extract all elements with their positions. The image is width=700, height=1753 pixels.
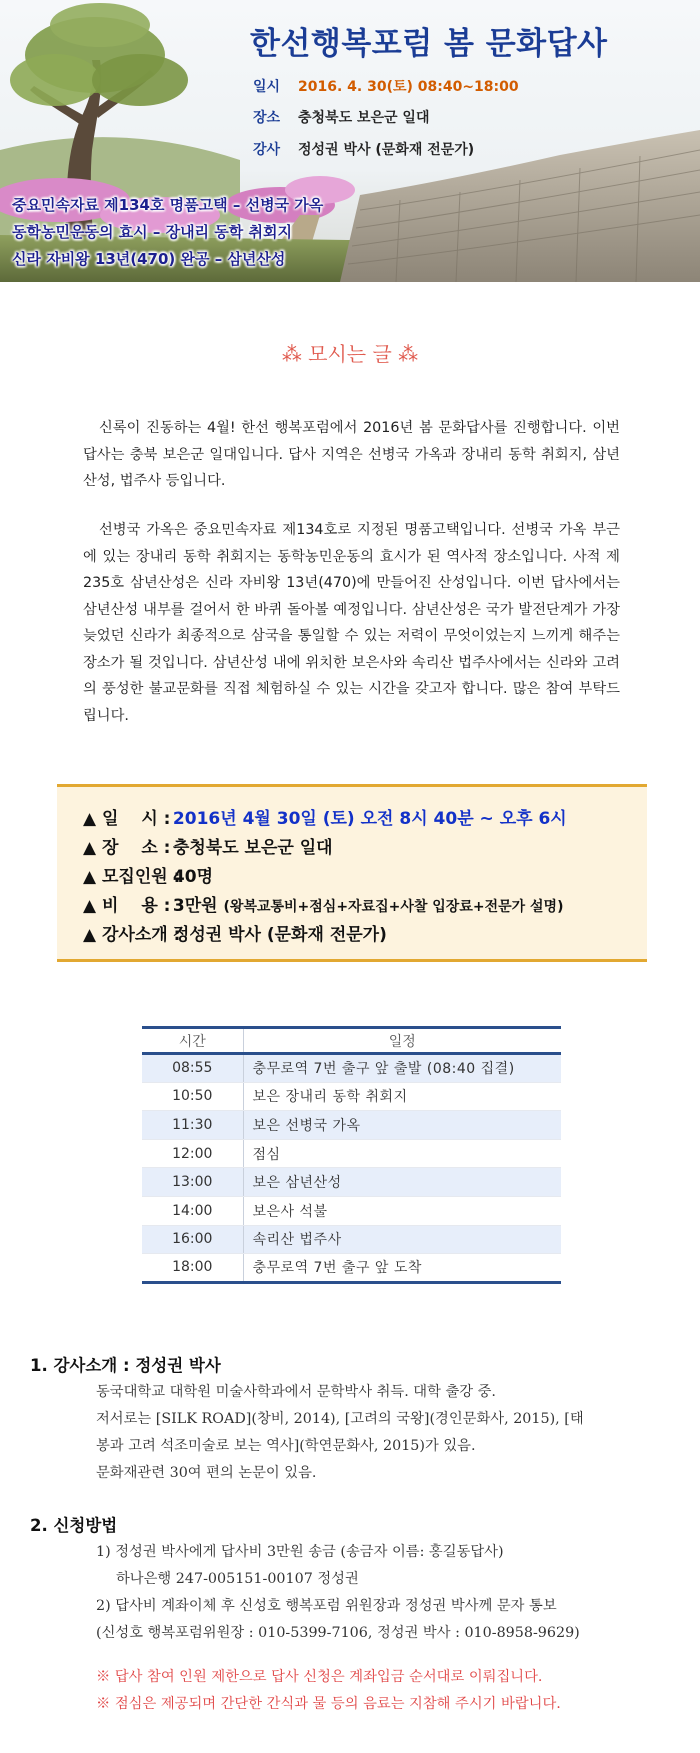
summary-date-value: 2016년 4월 30일 (토) 오전 8시 40분 ~ 오후 6시: [172, 809, 567, 829]
summary-lecturer-value: 정성권 박사 (문화재 전문가): [172, 925, 387, 945]
summary-row-capacity: [83, 862, 213, 887]
table-row: [142, 1168, 561, 1197]
schedule-item: 점심: [243, 1139, 561, 1168]
invitation-paragraph-1: 신록이 진동하는 4월! 한선 행복포럼에서 2016년 봄 문화답사를 진행합니다. 이번 답사는 충북 보은군 일대입니다. 답사 지역은 선병국 가옥과 장내리 동학 취회지, 삼년산성, 법주사 등입니다.: [83, 420, 620, 489]
info-row-lecturer: [253, 139, 474, 159]
schedule-time: 18:00: [142, 1254, 243, 1283]
summary-cost-detail: (왕복교통비+점심+자료집+사찰 입장료+전문가 설명): [223, 899, 564, 915]
info-place-label: 장소: [253, 110, 281, 126]
banner-caption-3: 신라 자비왕 13년(470) 완공 – 삼년산성: [12, 250, 286, 268]
schedule-time: 12:00: [142, 1139, 243, 1168]
summary-lecturer-label: ▲ 강사소개 :: [83, 925, 181, 945]
apply-line-4: (신성호 행복포럼위원장 : 010-5399-7106, 정성권 박사 : 010-8958-9629): [96, 1625, 580, 1641]
summary-capacity-value: 40명: [172, 867, 214, 887]
info-place-value: 충청북도 보은군 일대: [298, 110, 430, 126]
schedule-item: 보은 선병국 가옥: [243, 1111, 561, 1140]
notice-line-2: ※ 점심은 제공되며 간단한 간식과 물 등의 음료는 지참해 주시기 바랍니다.: [96, 1696, 561, 1712]
schedule-item: 보은 장내리 동학 취회지: [243, 1082, 561, 1111]
schedule-item: 보은사 석불: [243, 1196, 561, 1225]
summary-place-label: ▲ 장 소 :: [83, 838, 171, 858]
schedule-time: 13:00: [142, 1168, 243, 1197]
summary-place-value: 충청북도 보은군 일대: [172, 838, 333, 858]
table-row: [142, 1111, 561, 1140]
summary-cost-value: 3만원: [172, 896, 218, 916]
summary-capacity-label: ▲ 모집인원 :: [83, 867, 181, 887]
schedule-time: 11:30: [142, 1111, 243, 1140]
banner-caption-1: 중요민속자료 제134호 명품고택 – 선병국 가옥: [12, 196, 324, 214]
table-row: [142, 1139, 561, 1168]
info-lecturer-value: 정성권 박사 (문화재 전문가): [298, 142, 475, 158]
schedule-time: 16:00: [142, 1225, 243, 1254]
table-row: [142, 1196, 561, 1225]
schedule-header-row: [142, 1028, 561, 1054]
summary-row-cost: [83, 891, 563, 916]
info-date-label: 일시: [253, 79, 281, 95]
schedule-item: 속리산 법주사: [243, 1225, 561, 1254]
schedule-item: 보은 삼년산성: [243, 1168, 561, 1197]
table-row: [142, 1254, 561, 1283]
lecturer-line-4: 문화재관련 30여 편의 논문이 있음.: [96, 1465, 317, 1481]
lecturer-line-2: 저서로는 [SILK ROAD](창비, 2014), [고려의 국왕](경인문화사, 2015), [태: [96, 1411, 584, 1427]
table-row: [142, 1082, 561, 1111]
summary-row-place: [83, 833, 333, 858]
apply-line-3: 2) 답사비 계좌이체 후 신성호 행복포럼 위원장과 정성권 박사께 문자 통보: [96, 1598, 557, 1614]
schedule-time: 08:55: [142, 1054, 243, 1083]
hero-banner: [0, 0, 700, 282]
schedule-table: [142, 1026, 561, 1284]
table-row: [142, 1225, 561, 1254]
table-row: [142, 1054, 561, 1083]
summary-date-label: ▲ 일 시 :: [83, 809, 171, 829]
schedule-header-time: 시간: [142, 1028, 243, 1054]
apply-line-1: 1) 정성권 박사에게 답사비 3만원 송금 (송금자 이름: 홍길동답사): [96, 1544, 504, 1560]
summary-row-date: [83, 804, 567, 829]
banner-caption-2: 동학농민운동의 효시 – 장내리 동학 취회지: [12, 223, 292, 241]
apply-line-2: 하나은행 247-005151-00107 정성권: [116, 1571, 359, 1587]
notice-line-1: ※ 답사 참여 인원 제한으로 답사 신청은 계좌입금 순서대로 이뤄집니다.: [96, 1669, 543, 1685]
apply-section-title: 2. 신청방법: [30, 1516, 118, 1535]
info-lecturer-label: 강사: [253, 142, 281, 158]
event-summary-box: [57, 784, 647, 962]
info-row-date: [253, 76, 519, 96]
schedule-time: 14:00: [142, 1196, 243, 1225]
invitation-heading: ⁂ 모시는 글 ⁂: [281, 342, 419, 366]
schedule-header-item: 일정: [243, 1028, 561, 1054]
schedule-item: 충무로역 7번 출구 앞 출발 (08:40 집결): [243, 1054, 561, 1083]
summary-row-lecturer: [83, 920, 387, 945]
info-date-value: 2016. 4. 30(토) 08:40~18:00: [298, 79, 519, 95]
lecturer-section-title: 1. 강사소개 : 정성권 박사: [30, 1356, 221, 1375]
summary-cost-label: ▲ 비 용 :: [83, 896, 171, 916]
banner-title: 한선행복포럼 봄 문화답사: [250, 26, 608, 62]
lecturer-line-1: 동국대학교 대학원 미술사학과에서 문학박사 취득. 대학 출강 중.: [96, 1384, 496, 1400]
schedule-time: 10:50: [142, 1082, 243, 1111]
info-row-place: [253, 107, 429, 127]
invitation-paragraph-2: 선병국 가옥은 중요민속자료 제134호로 지정된 명품고택입니다. 선병국 가옥 부근에 있는 장내리 동학 취회지는 동학농민운동의 효시가 된 역사적 장소입니다. 사적 제235호 삼년산성은 신라 자비왕 13년(470)에 만들어진 산성입니다. 이번 답사에서는 삼년산성 내부를 걸어서 한 바퀴 돌아볼 예정입니다. 삼년산성은 국가 발전단계가 가장 늦었던 신라가 최종적으로 삼국을 통일할 수 있는 저력이 무엇이었는지 느끼게 해주는 장소가 될 것입니다. 삼년산성 내에 위치한 보은사와 속리산 법주사에서는 신라와 고려의 풍성한 불교문화를 직접 체험하실 수 있는 시간을 갖고자 합니다. 많은 참여 부탁드립니다.: [83, 522, 620, 724]
lecturer-line-3: 봉과 고려 석조미술로 보는 역사](학연문화사, 2015)가 있음.: [96, 1438, 476, 1454]
schedule-item: 충무로역 7번 출구 앞 도착: [243, 1254, 561, 1283]
